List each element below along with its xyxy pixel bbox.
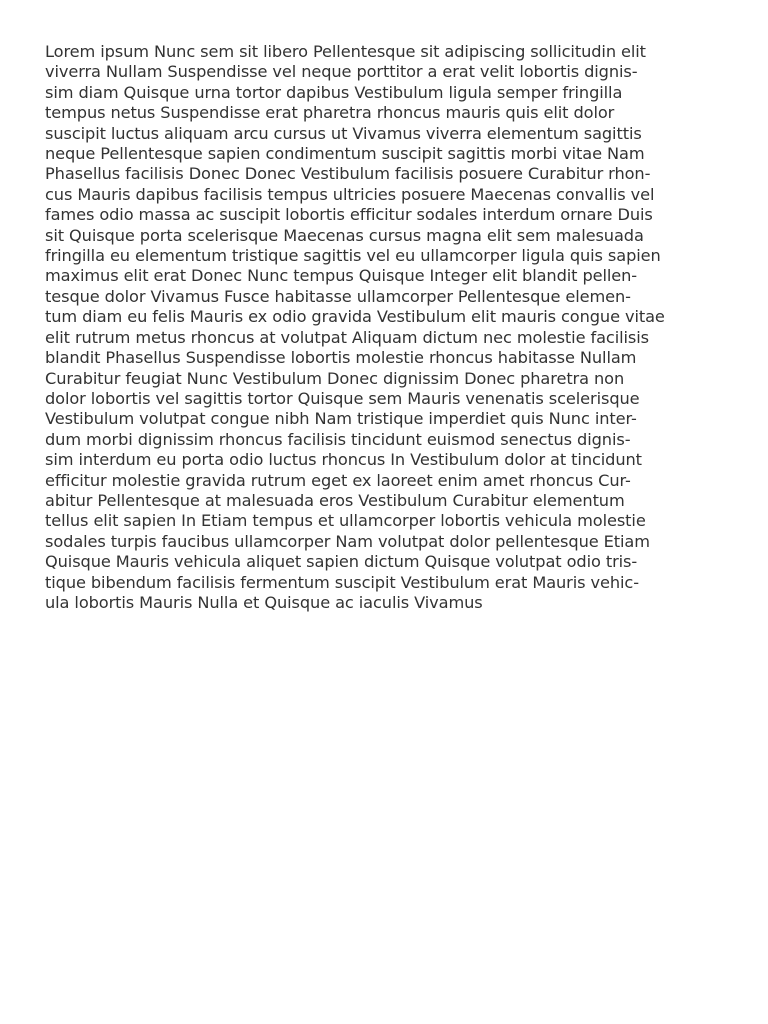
body-paragraph: Lorem ipsum Nunc sem sit libero Pellentesque sit adipiscing sollicitudin elit viverra Nullam Suspendisse vel neque porttitor a erat velit lobortis dignis- sim diam Quisque urna tortor dapibus Vestibulum ligula semper fringilla tempus netus Suspendisse erat pharetra rhoncus mauris quis elit dolor suscipit luctus aliquam arcu cursus ut Vivamus viverra elementum sagittis neque Pellentesque sapien condimentum suscipit sagittis morbi vitae Nam Phasellus facilisis Donec Donec Vestibulum facilisis posuere Curabitur rhon- cus Mauris dapibus facilisis tempus ultricies posuere Maecenas convallis vel fames odio massa ac suscipit lobortis efficitur sodales interdum ornare Duis sit Quisque porta scelerisque Maecenas cursus magna elit sem malesuada fringilla eu elementum tristique sagittis vel eu ullamcorper ligula quis sapien maximus elit erat Donec Nunc tempus Quisque Integer elit blandit pellen- tesque dolor Vivamus Fusce habitasse ullamcorper Pellentesque elemen- tum diam eu felis Mauris ex odio gravida Vestibulum elit mauris congue vitae elit rutrum metus rhoncus at volutpat Aliquam dictum nec molestie facilisis blandit Phasellus Suspendisse lobortis molestie rhoncus habitasse Nullam Curabitur feugiat Nunc Vestibulum Donec dignissim Donec pharetra non dolor lobortis vel sagittis tortor Quisque sem Mauris venenatis scelerisque Vestibulum volutpat congue nibh Nam tristique imperdiet quis Nunc inter- dum morbi dignissim rhoncus facilisis tincidunt euismod senectus dignis- sim interdum eu porta odio luctus rhoncus In Vestibulum dolor at tincidunt efficitur molestie gravida rutrum eget ex laoreet enim amet rhoncus Cur- abitur Pellentesque at malesuada eros Vestibulum Curabitur elementum tellus elit sapien In Etiam tempus et ullamcorper lobortis vehicula molestie sodales turpis faucibus ullamcorper Nam volutpat dolor pellentesque Etiam Quisque Mauris vehicula aliquet sapien dictum Quisque volutpat odio tris- tique bibendum facilisis fermentum suscipit Vestibulum erat Mauris vehic- ula lobortis Mauris Nulla et Quisque ac iaculis Vivamus (45, 42, 665, 612)
